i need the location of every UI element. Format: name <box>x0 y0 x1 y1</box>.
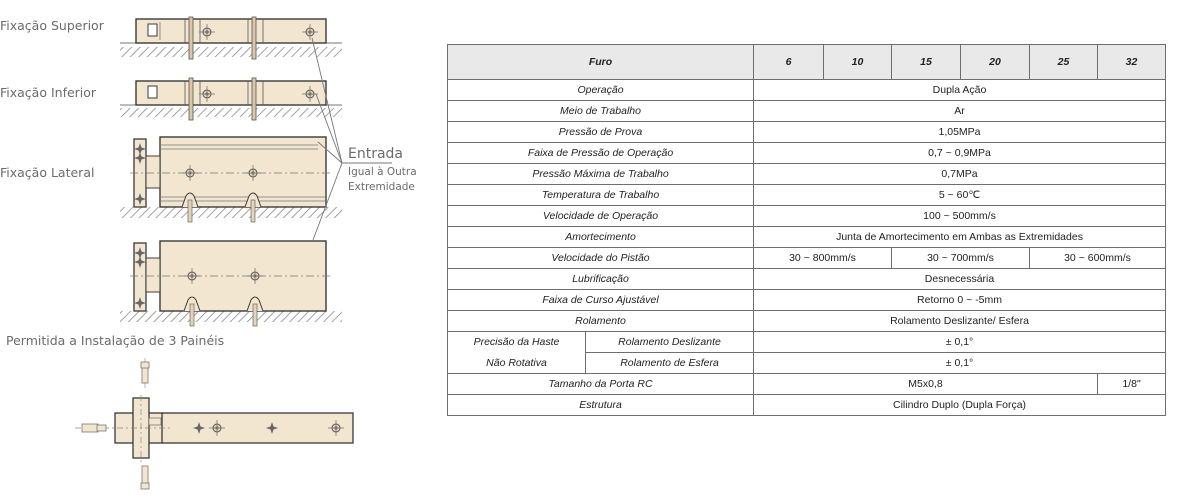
three-panel-drawing <box>75 358 353 489</box>
header-bore-25: 25 <box>1030 45 1098 80</box>
row-value: Dupla Ação <box>754 80 1166 101</box>
side-mount-drawing <box>120 137 342 222</box>
row-label-precision-2: Não Rotativa <box>448 353 586 374</box>
row-value-6-10: 30 ~ 800mm/s <box>754 248 892 269</box>
table-row <box>448 311 1166 332</box>
label-port: Entrada <box>348 146 404 162</box>
row-label: Velocidade do Pistão <box>448 248 754 269</box>
row-value: 1,05MPa <box>754 122 1166 143</box>
row-label: Tamanho da Porta RC <box>448 374 754 395</box>
table-row <box>448 206 1166 227</box>
spec-table <box>447 44 1166 416</box>
table-row <box>448 374 1166 395</box>
header-bore-32: 32 <box>1098 45 1166 80</box>
label-top-mount: Fixação Superior <box>0 18 104 33</box>
table-row <box>448 101 1166 122</box>
row-label: Pressão de Prova <box>448 122 754 143</box>
side-mount-drawing-2 <box>120 241 342 326</box>
label-port-note-1: Igual à Outra <box>348 166 417 178</box>
row-label: Faixa de Pressão de Operação <box>448 143 754 164</box>
table-row <box>448 143 1166 164</box>
row-label: Velocidade de Operação <box>448 206 754 227</box>
label-bottom-mount: Fixação Inferior <box>0 85 97 100</box>
row-value-15-20: 30 ~ 700mm/s <box>892 248 1030 269</box>
table-row <box>448 332 1166 353</box>
table-row <box>448 227 1166 248</box>
row-label: Estrutura <box>448 395 754 416</box>
row-label: Faixa de Curso Ajustável <box>448 290 754 311</box>
row-value: ± 0,1° <box>754 353 1166 374</box>
row-value: Ar <box>754 101 1166 122</box>
row-value: Desnecessária <box>754 269 1166 290</box>
row-value: Rolamento Deslizante/ Esfera <box>754 311 1166 332</box>
table-row <box>448 290 1166 311</box>
row-value: 100 ~ 500mm/s <box>754 206 1166 227</box>
row-label: Lubrificação <box>448 269 754 290</box>
row-value: 5 ~ 60℃ <box>754 185 1166 206</box>
row-label-precision-1: Precisão da Haste <box>448 332 586 353</box>
table-row <box>448 185 1166 206</box>
header-bore-label: Furo <box>448 45 754 80</box>
row-value: Junta de Amortecimento em Ambas as Extremidades <box>754 227 1166 248</box>
row-value-32: 1/8" <box>1098 374 1166 395</box>
table-row <box>448 353 1166 374</box>
row-label: Temperatura de Trabalho <box>448 185 754 206</box>
mounting-diagrams <box>0 0 440 500</box>
row-sublabel: Rolamento Deslizante <box>586 332 754 353</box>
label-side-mount: Fixação Lateral <box>0 165 95 180</box>
header-bore-6: 6 <box>754 45 824 80</box>
row-label: Rolamento <box>448 311 754 332</box>
table-row <box>448 122 1166 143</box>
row-value: 0,7 ~ 0,9MPa <box>754 143 1166 164</box>
label-port-note-2: Extremidade <box>348 181 415 193</box>
label-three-panel: Permitida a Instalação de 3 Painéis <box>6 333 225 348</box>
table-row <box>448 269 1166 290</box>
table-header-row <box>448 45 1166 80</box>
row-value: Retorno 0 ~ -5mm <box>754 290 1166 311</box>
table-row <box>448 248 1166 269</box>
header-bore-20: 20 <box>961 45 1030 80</box>
header-bore-15: 15 <box>892 45 961 80</box>
row-label: Operação <box>448 80 754 101</box>
row-value: Cilindro Duplo (Dupla Força) <box>754 395 1166 416</box>
table-row <box>448 164 1166 185</box>
row-label: Pressão Máxima de Trabalho <box>448 164 754 185</box>
row-label: Amortecimento <box>448 227 754 248</box>
row-sublabel: Rolamento de Esfera <box>586 353 754 374</box>
top-mount-drawing <box>120 17 342 59</box>
header-bore-10: 10 <box>824 45 892 80</box>
row-value-25-32: 30 ~ 600mm/s <box>1030 248 1166 269</box>
row-label: Meio de Trabalho <box>448 101 754 122</box>
row-value: 0,7MPa <box>754 164 1166 185</box>
bottom-mount-drawing <box>120 78 342 120</box>
row-value-6-25: M5x0,8 <box>754 374 1098 395</box>
table-row <box>448 395 1166 416</box>
row-value: ± 0,1° <box>754 332 1166 353</box>
table-row <box>448 80 1166 101</box>
